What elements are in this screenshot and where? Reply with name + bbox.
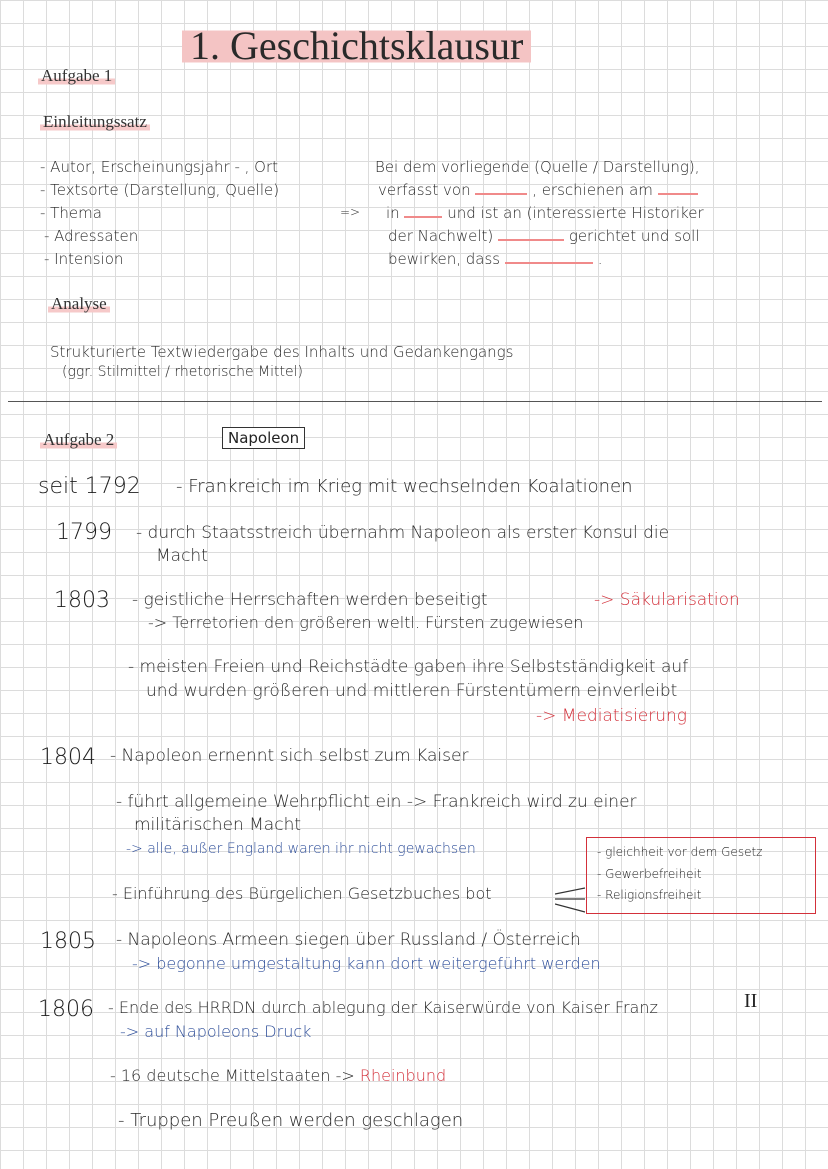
box-item: - Gewerbefreiheit bbox=[597, 867, 702, 881]
bracket-arrow-icon bbox=[555, 886, 587, 916]
entry-text: und wurden größeren und mittleren Fürstentümern einverleibt bbox=[146, 681, 678, 701]
entry-text: - führt allgemeine Wehrpflicht ein -> Frankreich wird zu einer bbox=[116, 792, 637, 812]
left-list-item: - Adressaten bbox=[44, 227, 139, 245]
aufgabe1-heading: Aufgabe 1 bbox=[38, 66, 115, 86]
einleitung-text: in bbox=[386, 204, 400, 222]
analyse-line: Strukturierte Textwiedergabe des Inhalts und Gedankengangs bbox=[50, 343, 514, 361]
blank-line bbox=[498, 239, 564, 241]
term-saekularisation: -> Säkularisation bbox=[594, 590, 740, 610]
entry-note: -> auf Napoleons Druck bbox=[120, 1022, 312, 1041]
year-label: 1799 bbox=[56, 520, 112, 545]
einleitung-heading: Einleitungssatz bbox=[40, 112, 150, 132]
blank-line bbox=[404, 216, 442, 218]
einleitung-text: . bbox=[597, 250, 603, 268]
entry-text: - Ende des HRRDN durch ablegung der Kaiserwürde von Kaiser Franz bbox=[108, 998, 658, 1017]
einleitung-text: , erschienen am bbox=[532, 181, 653, 199]
entry-text: - Napoleons Armeen siegen über Russland / Österreich bbox=[116, 930, 581, 950]
entry-text: - Napoleon ernennt sich selbst zum Kaiser bbox=[110, 746, 469, 766]
entry-text: - meisten Freien und Reichstädte gaben ihre Selbstständigkeit auf bbox=[128, 657, 689, 677]
einleitung-text: gerichtet und soll bbox=[568, 227, 700, 245]
einleitung-line bbox=[388, 227, 700, 245]
einleitung-line bbox=[388, 250, 602, 268]
rights-box bbox=[586, 837, 816, 914]
implies-arrow: => bbox=[340, 205, 361, 219]
entry-text: -> Terretorien den größeren weltl. Fürsten zugewiesen bbox=[148, 613, 584, 632]
blank-line bbox=[658, 193, 698, 195]
entry-text: - durch Staatsstreich übernahm Napoleon als erster Konsul die bbox=[136, 523, 670, 543]
einleitung-text: der Nachwelt) bbox=[388, 227, 494, 245]
blank-line bbox=[505, 262, 593, 264]
entry-text: - Truppen Preußen werden geschlagen bbox=[118, 1110, 464, 1131]
einleitung-line bbox=[386, 204, 704, 222]
section-divider bbox=[8, 401, 822, 402]
term-rheinbund: Rheinbund bbox=[359, 1066, 447, 1085]
aufgabe2-heading: Aufgabe 2 bbox=[40, 430, 117, 450]
analyse-heading: Analyse bbox=[48, 294, 110, 314]
entry-note: -> alle, außer England waren ihr nicht gewachsen bbox=[126, 841, 476, 857]
einleitung-line bbox=[378, 181, 698, 199]
left-list-item: - Intension bbox=[44, 250, 124, 268]
topic-label: Napoleon bbox=[222, 427, 305, 449]
einleitung-text: und ist an (interessierte Historiker bbox=[447, 204, 704, 222]
entry-text: Macht bbox=[156, 546, 208, 566]
year-label: 1804 bbox=[40, 745, 96, 770]
left-list-item: - Thema bbox=[40, 204, 102, 222]
entry-text: - Einführung des Bürgelichen Gesetzbuches bot bbox=[112, 884, 492, 903]
entry-text-part: - 16 deutsche Mittelstaaten -> bbox=[110, 1066, 355, 1085]
left-list-item: - Autor, Erscheinungsjahr - , Ort bbox=[40, 158, 279, 176]
page-title: 1. Geschichtsklausur bbox=[182, 22, 531, 69]
einleitung-text: bewirken, dass bbox=[388, 250, 501, 268]
einleitung-line: Bei dem vorliegende (Quelle / Darstellung), bbox=[375, 158, 700, 176]
entry-text: militärischen Macht bbox=[134, 815, 302, 835]
analyse-line: (ggr. Stilmittel / rhetorische Mittel) bbox=[62, 364, 303, 380]
box-item: - gleichheit vor dem Gesetz bbox=[597, 845, 763, 859]
einleitung-text: verfasst von bbox=[378, 181, 471, 199]
roman-numeral: II bbox=[744, 990, 758, 1012]
entry-text bbox=[110, 1066, 446, 1085]
box-item: - Religionsfreiheit bbox=[597, 888, 702, 902]
year-label: 1803 bbox=[54, 588, 110, 613]
term-mediatisierung: -> Mediatisierung bbox=[536, 706, 688, 726]
entry-text: - Frankreich im Krieg mit wechselnden Koalationen bbox=[176, 476, 633, 497]
year-label: seit 1792 bbox=[38, 474, 141, 499]
entry-note: -> begonne umgestaltung kann dort weitergeführt werden bbox=[132, 954, 601, 973]
year-label: 1806 bbox=[38, 997, 94, 1022]
blank-line bbox=[475, 193, 527, 195]
entry-text: - geistliche Herrschaften werden beseitigt bbox=[132, 590, 488, 610]
year-label: 1805 bbox=[40, 929, 96, 954]
left-list-item: - Textsorte (Darstellung, Quelle) bbox=[40, 181, 280, 199]
